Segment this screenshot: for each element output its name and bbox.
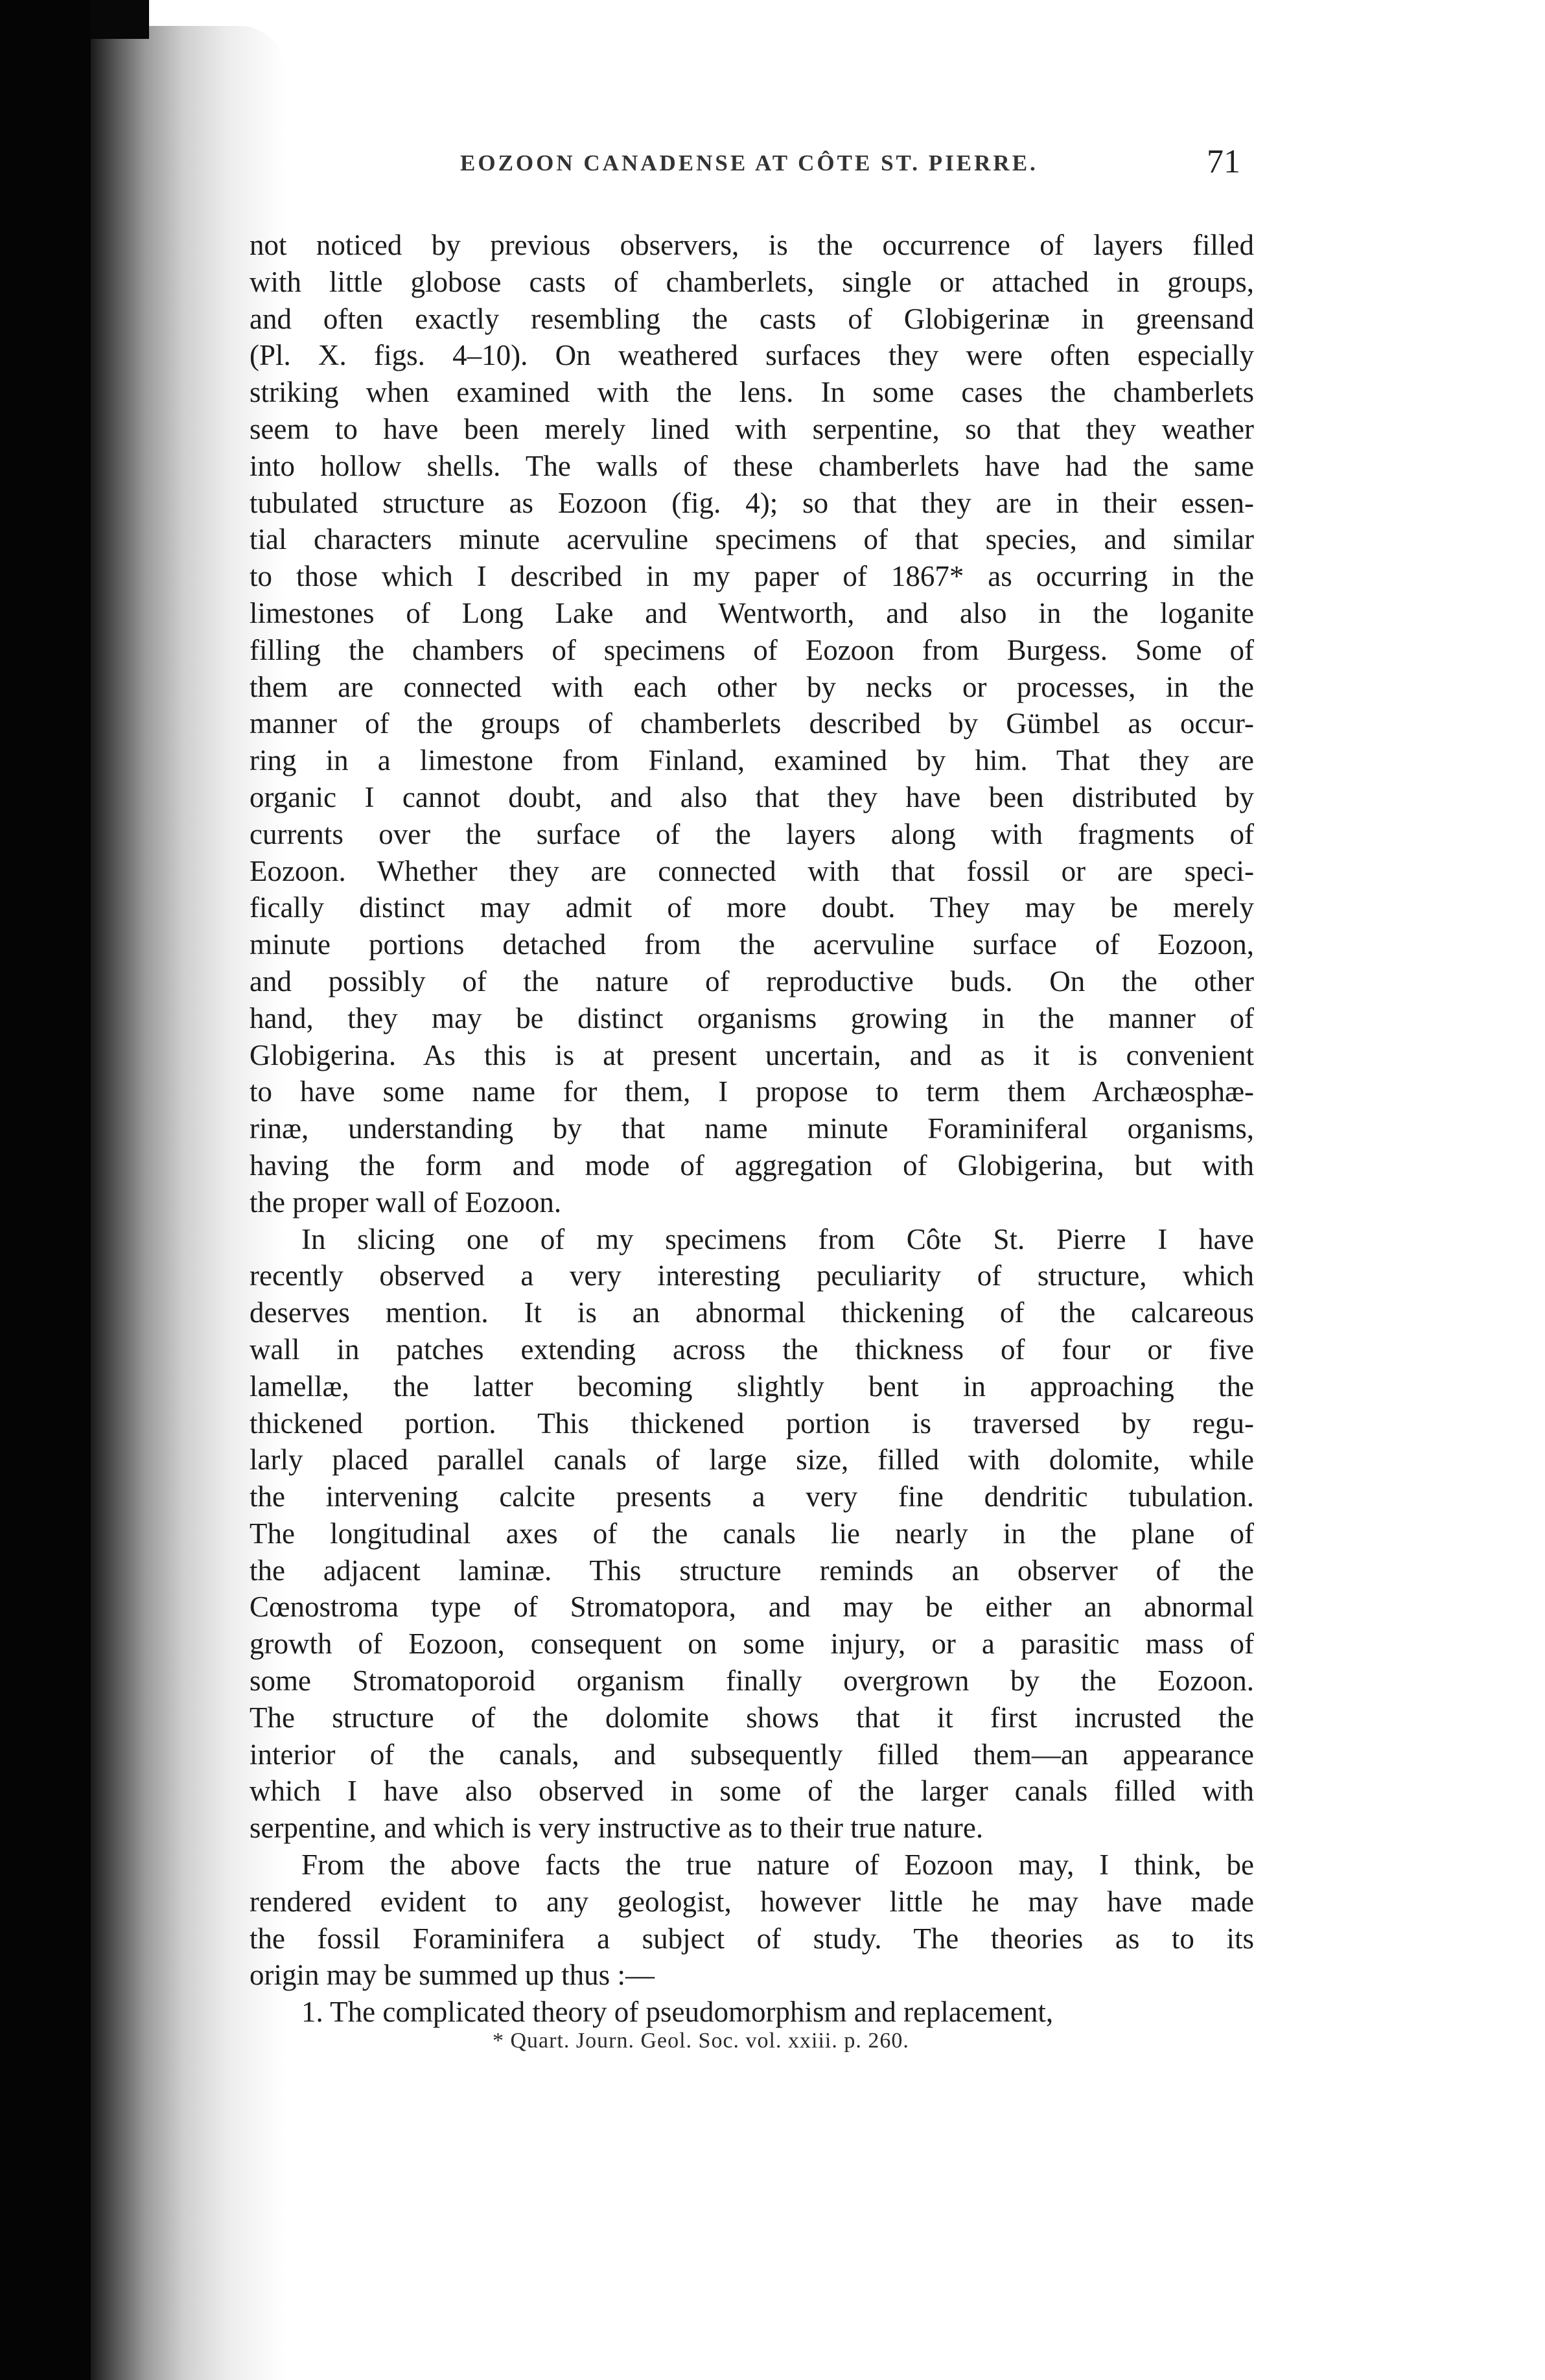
text-line: Eozoon. Whether they are connected with that fossil or are speci- [250, 854, 1254, 887]
text-line: manner of the groups of chamberlets described by Gümbel as occur- [250, 707, 1254, 740]
text-line: hand, they may be distinct organisms growing in the manner of [250, 1001, 1254, 1034]
text-line: minute portions detached from the acervuline surface of Eozoon, [250, 928, 1254, 961]
text-line: them are connected with each other by necks or processes, in the [250, 670, 1254, 703]
text-line: 1. The complicated theory of pseudomorphism and replacement, [301, 1996, 1054, 2029]
text-line: lamellæ, the latter becoming slightly bent in approaching the [250, 1370, 1254, 1403]
text-line: In slicing one of my specimens from Côte St. Pierre I have [301, 1222, 1254, 1255]
text-line: wall in patches extending across the thickness of four or five [250, 1333, 1254, 1366]
text-line: rendered evident to any geologist, however little he may have made [250, 1885, 1254, 1918]
text-line: (Pl. X. figs. 4–10). On weathered surfaces they were often especially [250, 339, 1254, 372]
text-line: tubulated structure as Eozoon (fig. 4); so that they are in their essen- [250, 486, 1254, 519]
text-line: deserves mention. It is an abnormal thickening of the calcareous [250, 1296, 1254, 1329]
text-line: serpentine, and which is very instructive as to their true nature. [250, 1812, 984, 1845]
text-line: recently observed a very interesting peculiarity of structure, which [250, 1259, 1254, 1292]
text-line: growth of Eozoon, consequent on some injury, or a parasitic mass of [250, 1628, 1254, 1661]
text-line: and often exactly resembling the casts of Globigerinæ in greensand [250, 302, 1254, 335]
text-line: interior of the canals, and subsequently filled them—an appearance [250, 1738, 1254, 1771]
text-line: to have some name for them, I propose to term them Archæosphæ- [250, 1075, 1254, 1108]
text-line: tial characters minute acervuline specimens of that species, and similar [250, 523, 1254, 556]
text-line: some Stromatoporoid organism finally overgrown by the Eozoon. [250, 1664, 1254, 1698]
text-line: organic I cannot doubt, and also that they have been distributed by [250, 780, 1254, 813]
text-line: the adjacent laminæ. This structure reminds an observer of the [250, 1554, 1254, 1587]
text-line: the fossil Foraminifera a subject of study. The theories as to its [250, 1922, 1254, 1955]
text-line: limestones of Long Lake and Wentworth, and also in the loganite [250, 596, 1254, 629]
text-line: having the form and mode of aggregation of Globigerina, but with [250, 1149, 1254, 1182]
text-line: the proper wall of Eozoon. [250, 1185, 562, 1219]
text-line: rinæ, understanding by that name minute Foraminiferal organisms, [250, 1112, 1254, 1145]
text-line: filling the chambers of specimens of Eozoon from Burgess. Some of [250, 633, 1254, 666]
text-line: From the above facts the true nature of Eozoon may, I think, be [301, 1849, 1254, 1882]
body-text [250, 227, 1254, 2031]
text-line: and possibly of the nature of reproductive buds. On the other [250, 964, 1254, 998]
text-line: into hollow shells. The walls of these chamberlets have had the same [250, 449, 1254, 482]
text-line: with little globose casts of chamberlets, single or attached in groups, [250, 265, 1254, 298]
text-line: The structure of the dolomite shows that it first incrusted the [250, 1701, 1254, 1734]
scan-black-corner [91, 0, 149, 39]
text-line: striking when examined with the lens. In some cases the chamberlets [250, 376, 1254, 409]
text-line: to those which I described in my paper of 1867* as occurring in the [250, 560, 1254, 593]
text-line: origin may be summed up thus :— [250, 1959, 655, 1992]
text-line: the intervening calcite presents a very fine dendritic tubulation. [250, 1480, 1254, 1513]
text-line: seem to have been merely lined with serpentine, so that they weather [250, 412, 1254, 445]
running-title: EOZOON CANADENSE AT CÔTE ST. PIERRE. [460, 150, 1038, 176]
text-line: fically distinct may admit of more doubt. They may be merely [250, 891, 1254, 924]
text-line: The longitudinal axes of the canals lie nearly in the plane of [250, 1517, 1254, 1550]
text-line: currents over the surface of the layers along with fragments of [250, 817, 1254, 850]
text-line: Cœnostroma type of Stromatopora, and may be either an abnormal [250, 1591, 1254, 1624]
footnote: * Quart. Journ. Geol. Soc. vol. xxiii. p. 260. [493, 2029, 909, 2053]
page-number: 71 [1207, 143, 1240, 180]
text-line: Globigerina. As this is at present uncertain, and as it is convenient [250, 1038, 1254, 1071]
text-line: thickened portion. This thickened portion is traversed by regu- [250, 1406, 1254, 1440]
text-line: which I have also observed in some of the larger canals filled with [250, 1775, 1254, 1808]
text-line: not noticed by previous observers, is the occurrence of layers filled [250, 229, 1254, 261]
text-line: ring in a limestone from Finland, examined by him. That they are [250, 744, 1254, 777]
scan-black-margin [0, 0, 91, 2380]
text-line: larly placed parallel canals of large size, filled with dolomite, while [250, 1443, 1254, 1476]
